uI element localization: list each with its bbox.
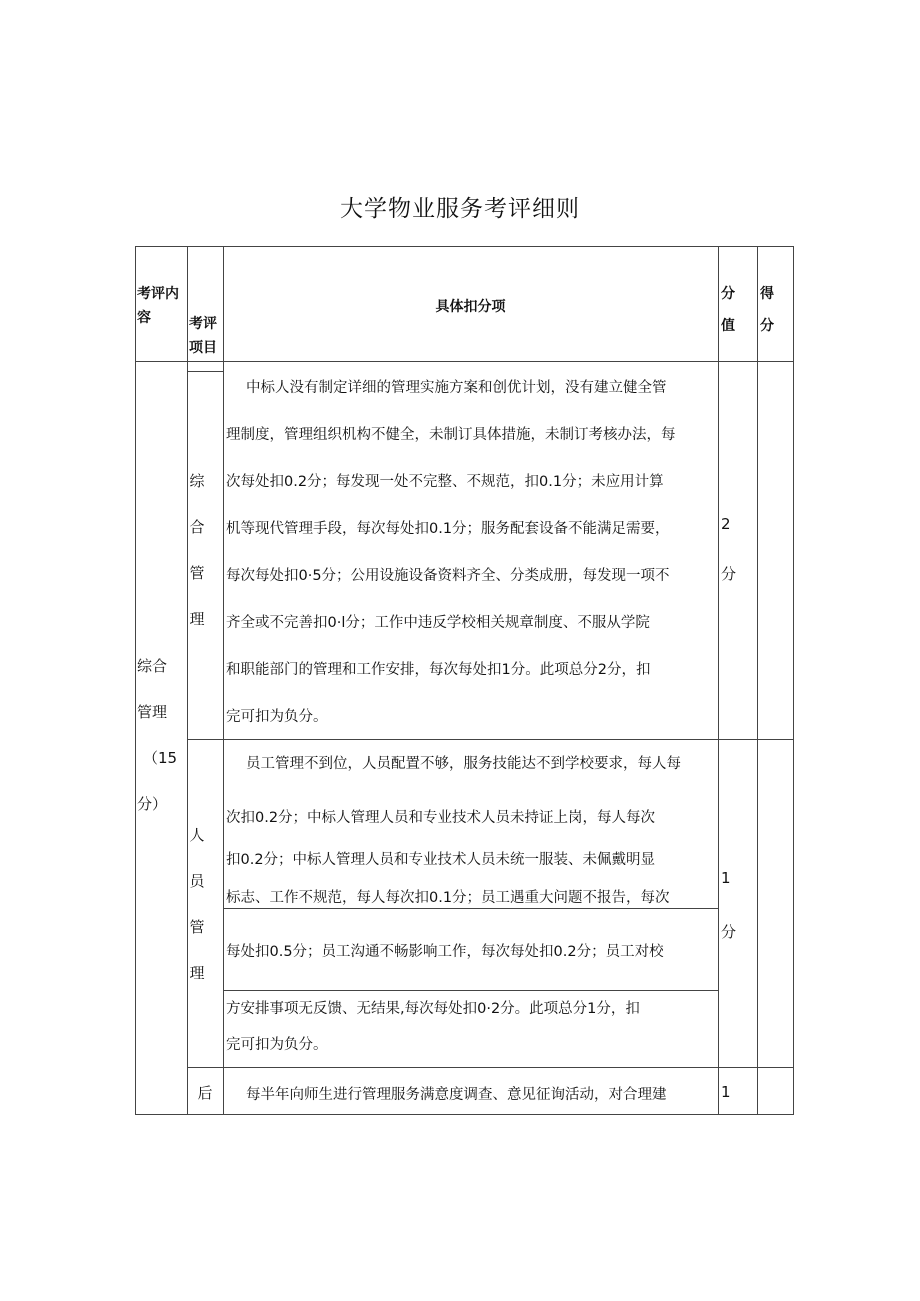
row1-item-char: 管 (189, 564, 205, 582)
row3-item-char: 后 (197, 1084, 213, 1102)
header-item-line-1: 考评 (189, 316, 217, 332)
row2-score-line-2: 分 (721, 923, 737, 941)
category-line-3: （15 (143, 749, 178, 767)
table-border-right (793, 246, 794, 1115)
header-item-line-2: 项目 (189, 340, 217, 356)
header-got-line-2: 分 (760, 318, 774, 334)
header-divider (135, 361, 794, 362)
header-value-line-1: 分 (721, 286, 735, 302)
row1-score-line-2: 分 (721, 565, 737, 583)
header-got (760, 278, 774, 342)
row3-item (195, 1070, 215, 1116)
row3-score-line-1: 1 (721, 1083, 731, 1101)
row2-inner-divider-b (223, 990, 718, 991)
detail-line: 理制度，管理组织机构不健全，未制订具体措施，未制订考核办法，每 (226, 427, 676, 443)
header-content-line-2: 容 (137, 310, 151, 326)
table-border-left (135, 246, 136, 1115)
row2-score-line-1: 1 (721, 869, 731, 887)
row1-item (187, 458, 207, 642)
header-content (137, 282, 189, 330)
header-got-line-1: 得 (760, 286, 774, 302)
row1-item-char: 理 (189, 610, 205, 628)
detail-line: 每处扣0.5分；员工沟通不畅影响工作，每次每处扣0.2分；员工对校 (226, 944, 664, 960)
detail-line: 员工管理不到位，人员配置不够，服务技能达不到学校要求，每人每 (246, 756, 681, 772)
category-label (137, 655, 177, 839)
row1-score-line-1: 2 (721, 515, 731, 533)
detail-line: 扣0.2分；中标人管理人员和专业技术人员未统一服装、未佩戴明显 (226, 852, 656, 868)
detail-line: 齐全或不完善扣0·l分；工作中违反学校相关规章制度、不服从学院 (226, 615, 650, 631)
header-detail: 具体扣分项 (435, 299, 506, 315)
col-divider-3 (718, 246, 719, 1115)
col-divider-2 (223, 246, 224, 1115)
row2-inner-divider-a (223, 908, 718, 909)
row2-item-char: 人 (189, 826, 205, 844)
detail-line: 完可扣为负分。 (226, 1037, 328, 1053)
category-line-1: 综合 (137, 657, 168, 675)
table-border-top (135, 246, 794, 247)
table-border-bottom (135, 1114, 794, 1115)
header-value-line-2: 值 (721, 318, 735, 334)
row1-score (721, 515, 736, 584)
row1-divider (187, 739, 794, 740)
header-content-line-1: 考评内 (137, 286, 179, 302)
row2-item-char: 管 (189, 918, 205, 936)
row3-score (721, 1083, 731, 1101)
header-value (721, 278, 735, 342)
row1-item-char: 综 (189, 472, 205, 490)
row2-item-char: 理 (189, 964, 205, 982)
header-sub-line (187, 371, 223, 372)
category-line-4: 分） (137, 795, 168, 813)
detail-line: 中标人没有制定详细的管理实施方案和创优计划，没有建立健全管 (246, 380, 667, 396)
detail-line: 方安排事项无反馈、无结果,每次每处扣0·2分。此项总分1分，扣 (226, 1001, 640, 1017)
col-divider-4 (757, 246, 758, 1115)
category-line-2: 管理 (137, 703, 168, 721)
header-item (189, 312, 225, 360)
row1-item-char: 合 (189, 518, 205, 536)
row2-item (187, 812, 207, 996)
row2-divider (187, 1067, 794, 1068)
row2-item-char: 员 (189, 872, 205, 890)
detail-line: 每次每处扣0·5分；公用设施设备资料齐全、分类成册，每发现一项不 (226, 568, 670, 584)
detail-line: 机等现代管理手段，每次每处扣0.1分；服务配套设备不能满足需要， (226, 521, 670, 537)
row2-score (721, 869, 736, 942)
page-title: 大学物业服务考评细则 (340, 196, 580, 222)
detail-line: 完可扣为负分。 (226, 709, 328, 725)
detail-line: 次每处扣0.2分；每发现一处不完整、不规范，扣0.1分；未应用计算 (226, 474, 664, 490)
detail-line: 和职能部门的管理和工作安排，每次每处扣1分。此项总分2分，扣 (226, 662, 651, 678)
detail-line: 次扣0.2分；中标人管理人员和专业技术人员未持证上岗，每人每次 (226, 810, 656, 826)
detail-line: 标志、工作不规范，每人每次扣0.1分；员工遇重大问题不报告，每次 (226, 890, 670, 906)
detail-line: 每半年向师生进行管理服务满意度调查、意见征询活动，对合理建 (246, 1087, 667, 1103)
